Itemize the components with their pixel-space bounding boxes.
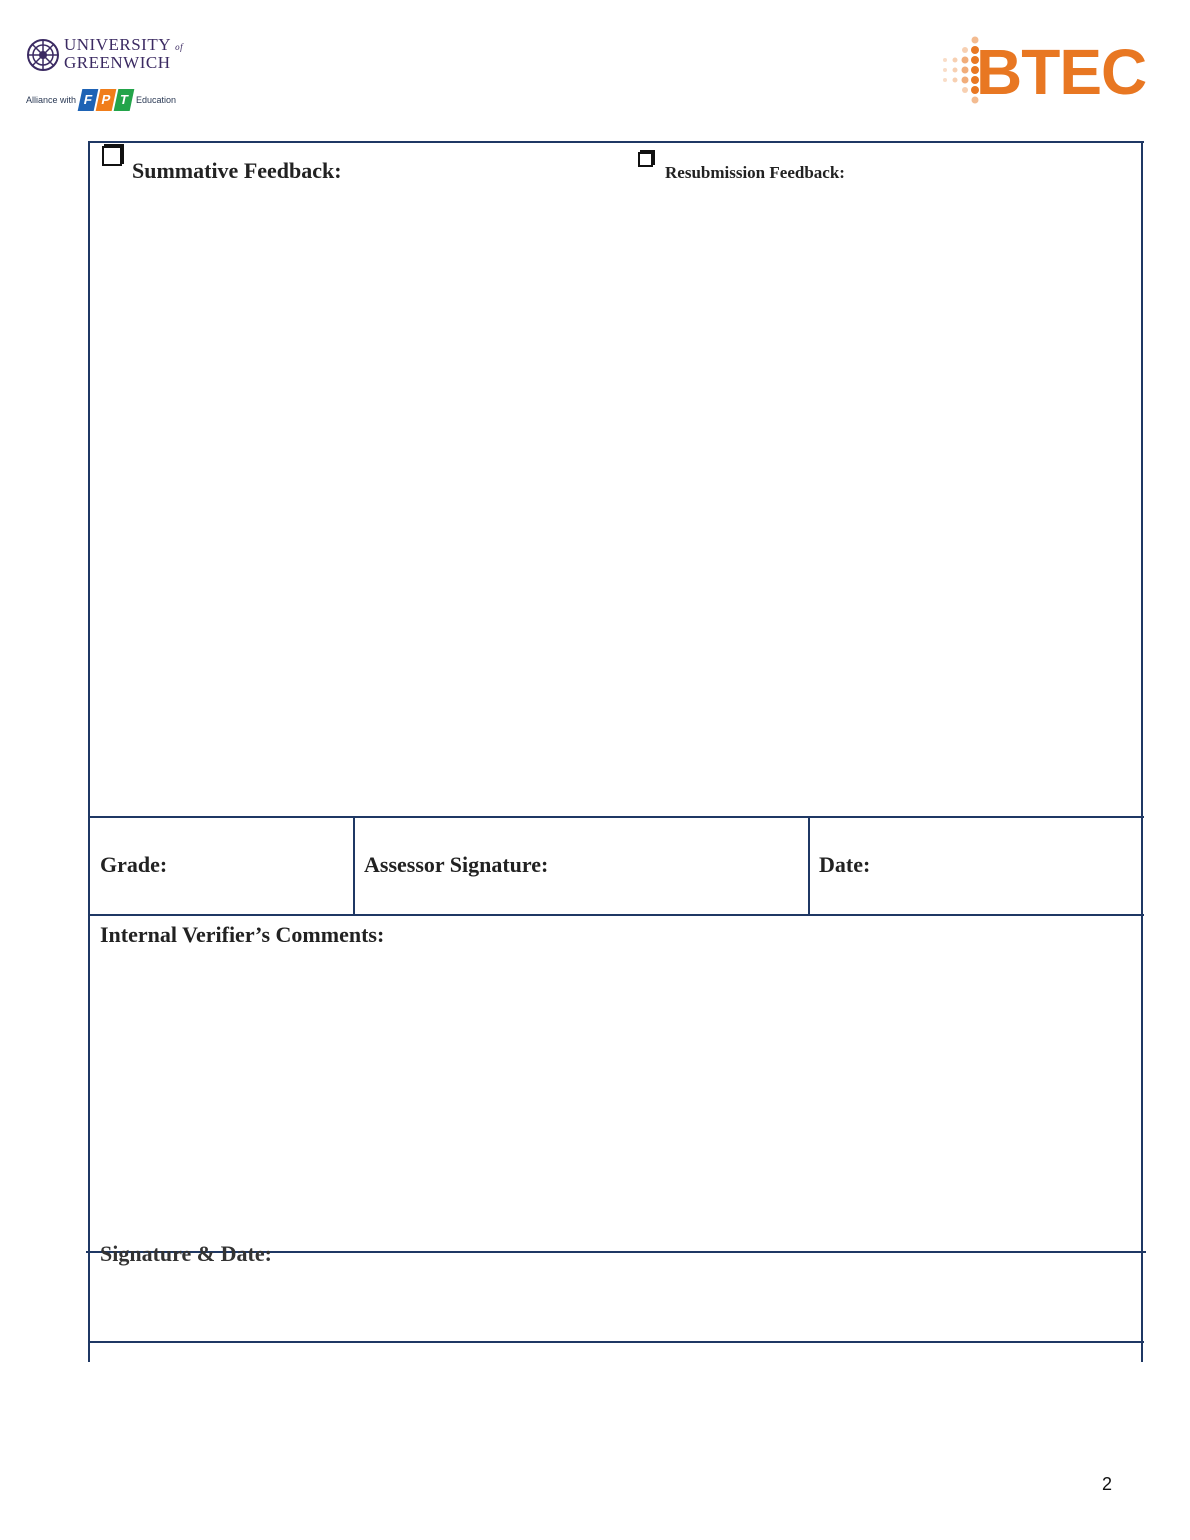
alliance-prefix: Alliance with [26, 95, 77, 105]
university-line1: UNIVERSITY [64, 35, 171, 54]
university-of: of [175, 42, 184, 52]
university-logo-text [64, 37, 183, 71]
fpt-alliance-logo [26, 89, 176, 111]
university-line2: GREENWICH [64, 53, 171, 72]
page-number: 2 [1101, 1474, 1112, 1494]
summative-feedback-label: Summative Feedback: [132, 158, 342, 183]
date-label: Date: [819, 852, 871, 877]
feedback-bottom-border [88, 816, 1144, 818]
resubmission-feedback-checkbox[interactable] [638, 152, 653, 167]
signature-date-label: Signature & Date: [100, 1241, 272, 1266]
fpt-logo-icon: F P T [80, 89, 132, 111]
feedback-text-area[interactable] [92, 195, 1140, 813]
btec-logo: BTEC [976, 36, 1147, 108]
alliance-suffix: Education [136, 95, 177, 105]
grade-row-bottom-border [88, 914, 1144, 916]
internal-verifier-comments-label: Internal Verifier’s Comments: [100, 922, 385, 947]
assessor-divider [808, 816, 810, 916]
grade-label: Grade: [100, 852, 168, 877]
resubmission-feedback-label: Resubmission Feedback: [665, 163, 845, 182]
university-seal-icon [26, 38, 60, 72]
assessor-signature-label: Assessor Signature: [364, 852, 549, 877]
form-top-border [88, 141, 1144, 143]
signature-row-bottom-border [88, 1341, 1144, 1343]
grade-divider [353, 816, 355, 916]
summative-feedback-checkbox[interactable] [102, 146, 122, 166]
form-right-border [1141, 141, 1143, 1362]
iv-comments-text-area[interactable] [92, 955, 1140, 1245]
btec-dots-icon [935, 34, 981, 106]
form-left-border [88, 141, 90, 1362]
